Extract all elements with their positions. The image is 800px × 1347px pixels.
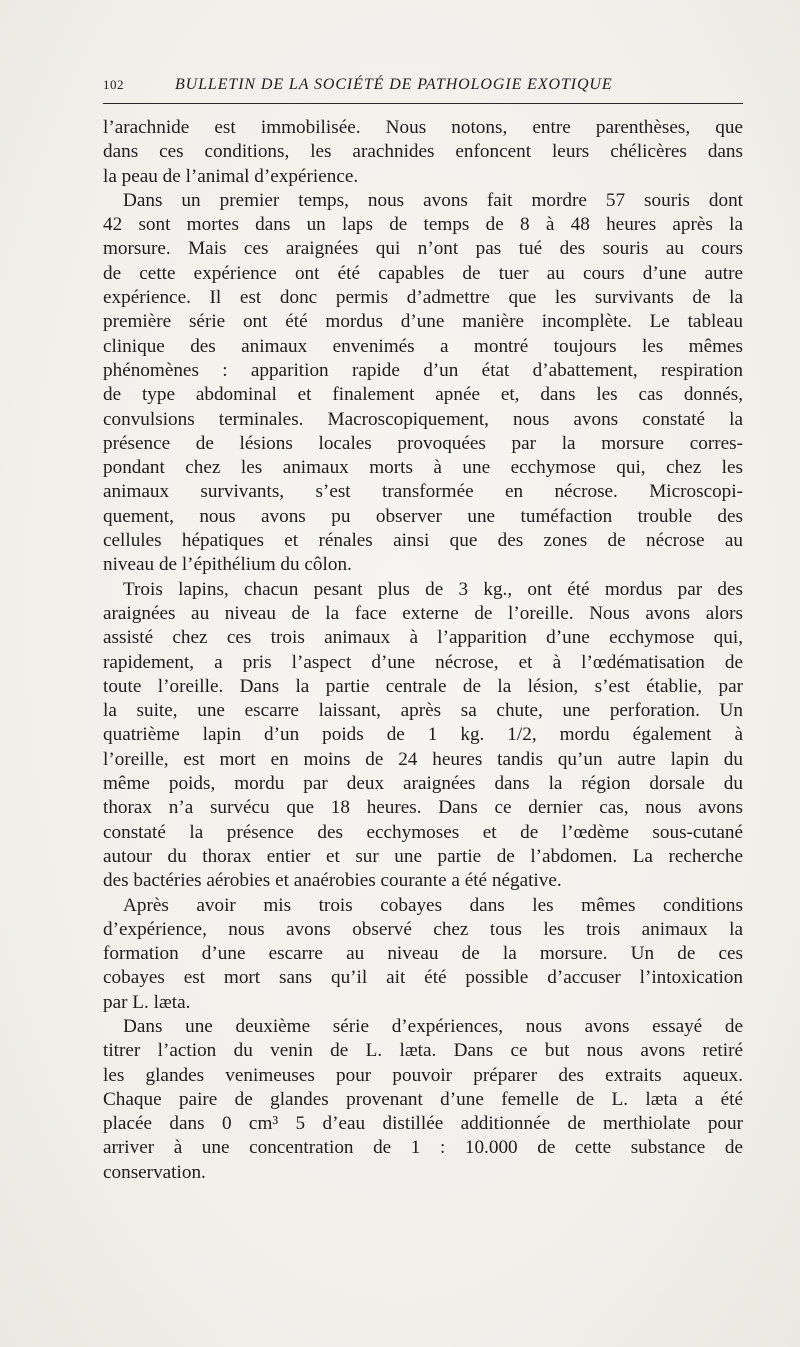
paragraph-2 — [103, 189, 743, 578]
text-line: même poids, mordu par deux araignées dans la région dorsale du — [103, 773, 743, 795]
text-line: de cette expérience ont été capables de tuer au cours d’une autre — [103, 262, 743, 284]
text-line: expérience. Il est donc permis d’admettre que les survivants de la — [103, 287, 743, 309]
paragraph-3 — [103, 578, 743, 894]
paragraph-4 — [103, 894, 743, 1015]
text-line: rapidement, a pris l’aspect d’une nécrose, et à l’œdématisation de — [103, 651, 743, 673]
text-line: autour du thorax entier et sur une partie de l’abdomen. La recherche — [103, 845, 743, 867]
text-line: la suite, une escarre laissant, après sa chute, une perforation. Un — [103, 700, 743, 722]
text-line: l’oreille, est mort en moins de 24 heures tandis qu’un autre lapin du — [103, 748, 743, 770]
text-line: d’expérience, nous avons observé chez tous les trois animaux la — [103, 918, 743, 940]
text-line: des bactéries aérobies et anaérobies courante a été négative. — [103, 870, 562, 892]
text-line: Trois lapins, chacun pesant plus de 3 kg., ont été mordus par des — [123, 578, 743, 600]
text-line: première série ont été mordus d’une manière incomplète. Le tableau — [103, 311, 743, 333]
text-line: présence de lésions locales provoquées par la morsure corres- — [103, 432, 743, 454]
text-line: la peau de l’animal d’expérience. — [103, 165, 359, 187]
text-line: constaté la présence des ecchymoses et de l’œdème sous-cutané — [103, 821, 743, 843]
text-line: quatrième lapin d’un poids de 1 kg. 1/2, mordu également à — [103, 724, 743, 746]
text-line: pondant chez les animaux morts à une ecchymose qui, chez les — [103, 457, 743, 479]
text-line: cellules hépatiques et rénales ainsi que des zones de nécrose au — [103, 530, 743, 552]
header-rule — [103, 103, 743, 104]
running-title: BULLETIN DE LA SOCIÉTÉ DE PATHOLOGIE EXOTIQUE — [175, 76, 613, 93]
text-line: par L. læta. — [103, 991, 191, 1013]
text-line: l’arachnide est immobilisée. Nous notons, entre parenthèses, que — [103, 117, 743, 138]
text-line: 42 sont mortes dans un laps de temps de 8 à 48 heures après la — [103, 214, 743, 236]
page-number: 102 — [103, 77, 124, 92]
text-line: convulsions terminales. Macroscopiquement, nous avons constaté la — [103, 408, 743, 430]
text-line: Chaque paire de glandes provenant d’une femelle de L. læta a été — [103, 1088, 743, 1110]
text-line: Dans un premier temps, nous avons fait mordre 57 souris dont — [123, 189, 743, 211]
text-line: phénomènes : apparition rapide d’un état d’abattement, respiration — [103, 359, 743, 381]
text-line: Après avoir mis trois cobayes dans les mêmes conditions — [123, 894, 743, 916]
text-line: niveau de l’épithélium du côlon. — [103, 554, 352, 576]
text-line: formation d’une escarre au niveau de la morsure. Un de ces — [103, 943, 743, 965]
paragraph-5 — [103, 1015, 743, 1185]
text-line: toute l’oreille. Dans la partie centrale de la lésion, s’est établie, par — [103, 675, 743, 697]
paragraph-1 — [103, 116, 743, 189]
text-line: titrer l’action du venin de L. læta. Dans ce but nous avons retiré — [103, 1040, 743, 1062]
text-line: cobayes est mort sans qu’il ait été possible d’accuser l’intoxication — [103, 967, 743, 989]
body-text — [103, 116, 743, 1185]
text-line: placée dans 0 cm³ 5 d’eau distillée additionnée de merthiolate pour — [103, 1113, 743, 1135]
text-line: arriver à une concentration de 1 : 10.000 de cette substance de — [103, 1137, 743, 1159]
text-line: conservation. — [103, 1161, 206, 1183]
text-line: morsure. Mais ces araignées qui n’ont pas tué des souris au cours — [103, 238, 743, 260]
text-line: dans ces conditions, les arachnides enfoncent leurs chélicères dans — [103, 141, 743, 163]
text-line: assisté chez ces trois animaux à l’apparition d’une ecchymose qui, — [103, 627, 743, 649]
text-line: araignées au niveau de la face externe de l’oreille. Nous avons alors — [103, 602, 743, 624]
text-line: animaux survivants, s’est transformée en nécrose. Microscopi- — [103, 481, 743, 503]
text-line: Dans une deuxième série d’expériences, nous avons essayé de — [123, 1015, 743, 1037]
text-line: les glandes venimeuses pour pouvoir préparer des extraits aqueux. — [103, 1064, 743, 1086]
text-line: thorax n’a survécu que 18 heures. Dans ce dernier cas, nous avons — [103, 797, 743, 819]
text-line: clinique des animaux envenimés a montré toujours les mêmes — [103, 335, 743, 357]
page-header — [103, 76, 743, 100]
text-line: de type abdominal et finalement apnée et, dans les cas donnés, — [103, 384, 743, 406]
text-line: quement, nous avons pu observer une tuméfaction trouble des — [103, 505, 743, 527]
